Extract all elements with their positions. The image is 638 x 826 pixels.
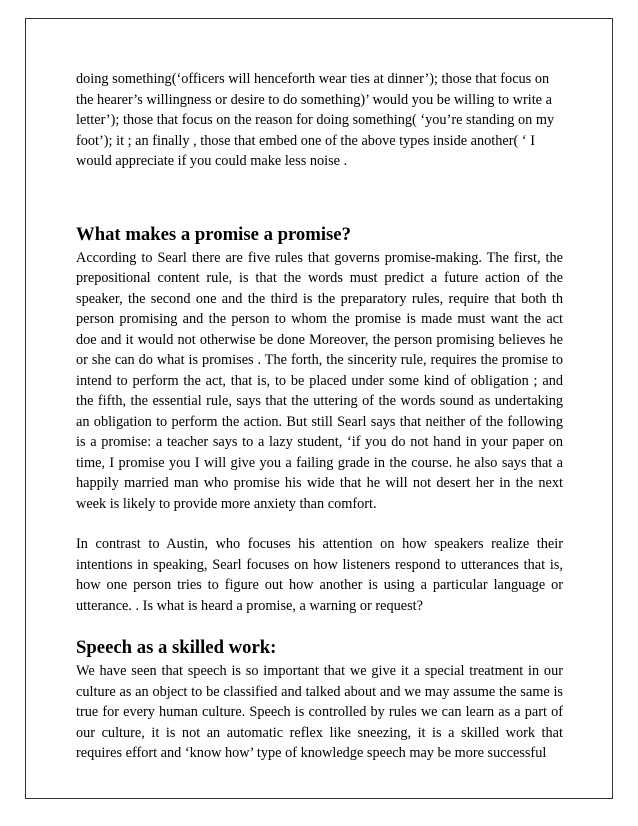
speech-paragraph-1: We have seen that speech is so important that we give it a special treatment in our culture as an object to be classified and talked about and we may assume the same is true for every human culture. Speech is controlled by rules we can learn as a part of our culture, it is not an automatic reflex like sneezing, it is a skilled work that requires effort and ‘know how’ type of knowledge speech may be more successful xyxy=(76,663,563,761)
promise-paragraph-1: According to Searl there are five rules that governs promise-making. The first, the prepositional content rule, is that the words must predict a future action of the speaker, the second one and the third is the preparatory rules, require that both th person promising and the person to whom the promise is made must want the act doe and it would not otherwise be done Moreover, the person promising believes he or she can do what is promises . The forth, the sincerity rule, requires the promise to intend to perform the act, that is, to be placed under some kind of obligation ; and the fifth, the essential rule, says that the uttering of the words sound as undertaking an obligation to perform the action. But still Searl says that neither of the following is a promise: a teacher says to a lazy student, ‘if you do not hand in your paper on time, I promise you I will give you a failing grade in the course. he also says that a happily married man who promise his wide that he will not desert her in the next week is likely to provide more anxiety than comfort. xyxy=(76,249,563,512)
section-heading-speech: Speech as a skilled work: xyxy=(76,637,277,658)
intro-paragraph: doing something(‘officers will henceforth wear ties at dinner’); those that focus on the hearer’s willingness or desire to do something)’ would you be willing to write a letter’); those that focus on the reason for doing something( ‘you’re standing on my foot’); it ; an finally , those that embed one of the above types inside another( ‘ I would appreciate if you could make less noise . xyxy=(76,71,555,169)
section-heading-promise: What makes a promise a promise? xyxy=(76,223,351,245)
document-body xyxy=(76,69,563,764)
promise-paragraph-2: In contrast to Austin, who focuses his attention on how speakers realize their intentions in speaking, Searl focuses on how listeners respond to utterances that is, how one person tries to figure out how another is using a particular language or utterance. . Is what is heard a promise, a warning or request? xyxy=(76,536,563,614)
